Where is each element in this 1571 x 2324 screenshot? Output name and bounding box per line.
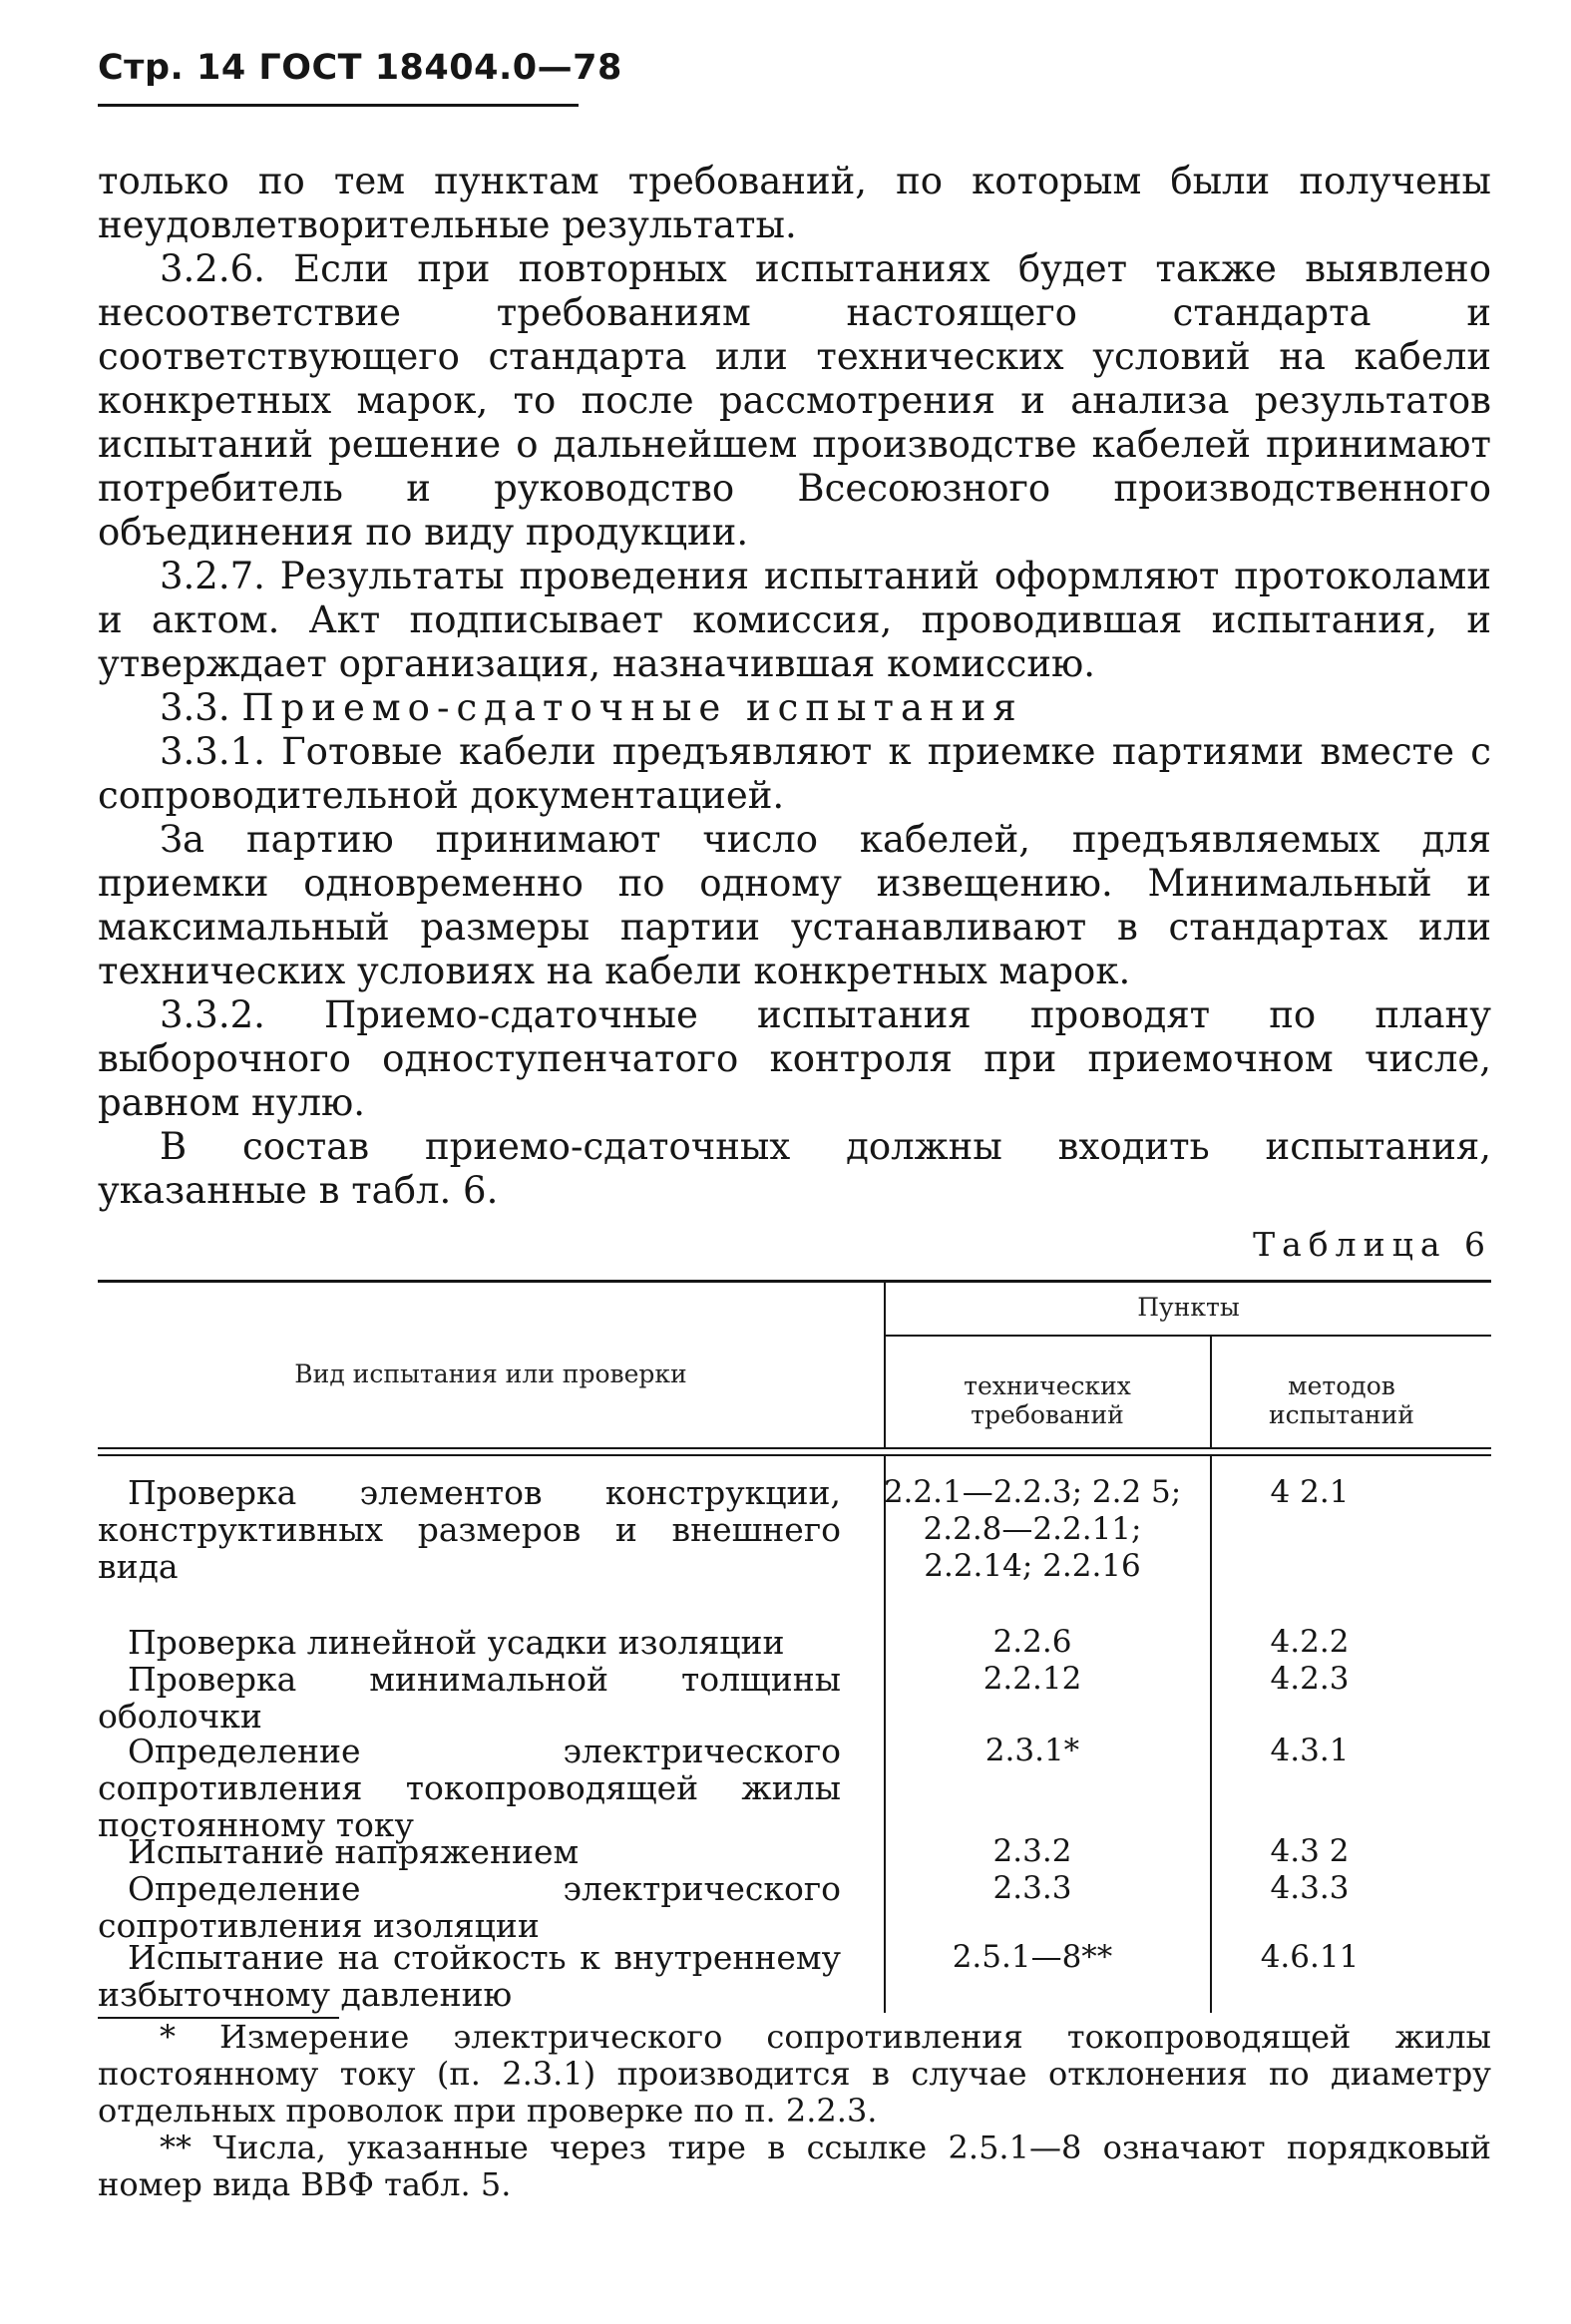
paragraph-3-3-1: 3.3.1. Готовые кабели предъявляют к приемке партиями вместе с сопроводительной документацией. [98, 730, 1491, 817]
page-header: Стр. 14 ГОСТ 18404.0—78 [98, 48, 622, 88]
row-tech-ref: 2.2.12 [982, 1661, 1082, 1697]
footnote-1: * Измерение электрического сопротивления токопроводящей жилы постоянному току (п. 2.3.1) производится в случае отклонения по диаметру отдельных проволок при проверке по п. 2.2.3. [98, 2018, 1491, 2130]
section-title: Приемо-сдаточные испытания [241, 686, 1023, 729]
row-method-ref: 4.2.3 [1270, 1661, 1350, 1697]
header-bottom-rule-1 [98, 1447, 1491, 1449]
column-group-header-items: Пункты [1137, 1293, 1240, 1322]
section-number: 3.3. [160, 686, 230, 729]
column-header-tech-requirements: технических требований [964, 1371, 1131, 1429]
subheader-vertical-divider [1210, 1335, 1212, 1447]
row-tech-ref: 2.3.3 [992, 1870, 1072, 1906]
row-tech-ref: 2.3.2 [992, 1833, 1072, 1869]
row-method-ref: 4.3.1 [1270, 1733, 1350, 1768]
row-tech-ref: 2.2.1—2.2.3; 2.2 5; 2.2.8—2.2.11; 2.2.14; 2.2.16 [883, 1474, 1182, 1584]
paragraph: только по тем пунктам требований, по которым были получены неудовлетворительные результаты. [98, 160, 1491, 246]
row-test-name: Определение электрического сопротивления токопроводящей жилы постоянному току [98, 1732, 841, 1844]
row-method-ref: 4.3 2 [1270, 1833, 1350, 1869]
footnote-2: ** Числа, указанные через тире в ссылке 2.5.1—8 означают порядковый номер вида ВВФ табл. 5. [98, 2129, 1491, 2203]
row-tech-ref: 2.3.1* [984, 1733, 1080, 1768]
paragraph-composition: В состав приемо-сдаточных должны входить испытания, указанные в табл. 6. [98, 1125, 1491, 1212]
row-test-name: Проверка линейной усадки изоляции [128, 1623, 785, 1662]
body-text [98, 160, 1491, 1213]
paragraph-3-3-2: 3.3.2. Приемо-сдаточные испытания проводят по плану выборочного одноступенчатого контроля при приемочном числе, равном нулю. [98, 993, 1491, 1124]
row-method-ref: 4.3.3 [1270, 1870, 1350, 1906]
row-test-name: Испытание напряжением [128, 1832, 580, 1871]
section-heading-3-3 [98, 686, 1491, 730]
column-header-test-type: Вид испытания или проверки [294, 1359, 687, 1388]
header-underline [98, 104, 579, 107]
paragraph-3-2-6: 3.2.6. Если при повторных испытаниях будет также выявлено несоответствие требованиям настоящего стандарта и соответствующего стандарта или технических условий на кабели конкретных марок, то после рассмотрения и анализа результатов испытаний решение о дальнейшем производстве кабелей принимают потребитель и руководство Всесоюзного производственного объединения по виду продукции. [98, 247, 1491, 554]
group-header-rule [884, 1335, 1491, 1337]
table-top-rule [98, 1280, 1491, 1283]
paragraph-3-2-7: 3.2.7. Результаты проведения испытаний оформляют протоколами и актом. Акт подписывает комиссия, проводившая испытания, и утверждает организация, назначившая комиссию. [98, 555, 1491, 685]
row-test-name: Испытание на стойкость к внутреннему избыточному давлению [98, 1938, 841, 2014]
table-caption: Таблица 6 [1253, 1225, 1492, 1264]
header-bottom-rule-2 [98, 1454, 1491, 1456]
row-method-ref: 4.2.2 [1270, 1624, 1350, 1660]
row-tech-ref: 2.2.6 [992, 1624, 1072, 1660]
paragraph-batch: За партию принимают число кабелей, предъявляемых для приемки одновременно по одному извещению. Минимальный и максимальный размеры партии устанавливают в стандартах или технических условиях на кабели конкретных марок. [98, 818, 1491, 992]
row-test-name: Определение электрического сопротивления изоляции [98, 1869, 841, 1945]
row-tech-ref: 2.5.1—8** [952, 1939, 1113, 1975]
footnotes [98, 2019, 1491, 2203]
row-method-ref: 4.6.11 [1260, 1939, 1360, 1975]
column-header-test-methods: методов испытаний [1269, 1371, 1414, 1429]
row-test-name: Проверка минимальной толщины оболочки [98, 1660, 841, 1736]
row-method-ref: 4 2.1 [1270, 1474, 1350, 1510]
row-test-name: Проверка элементов конструкции, конструктивных размеров и внешнего вида [98, 1473, 841, 1586]
